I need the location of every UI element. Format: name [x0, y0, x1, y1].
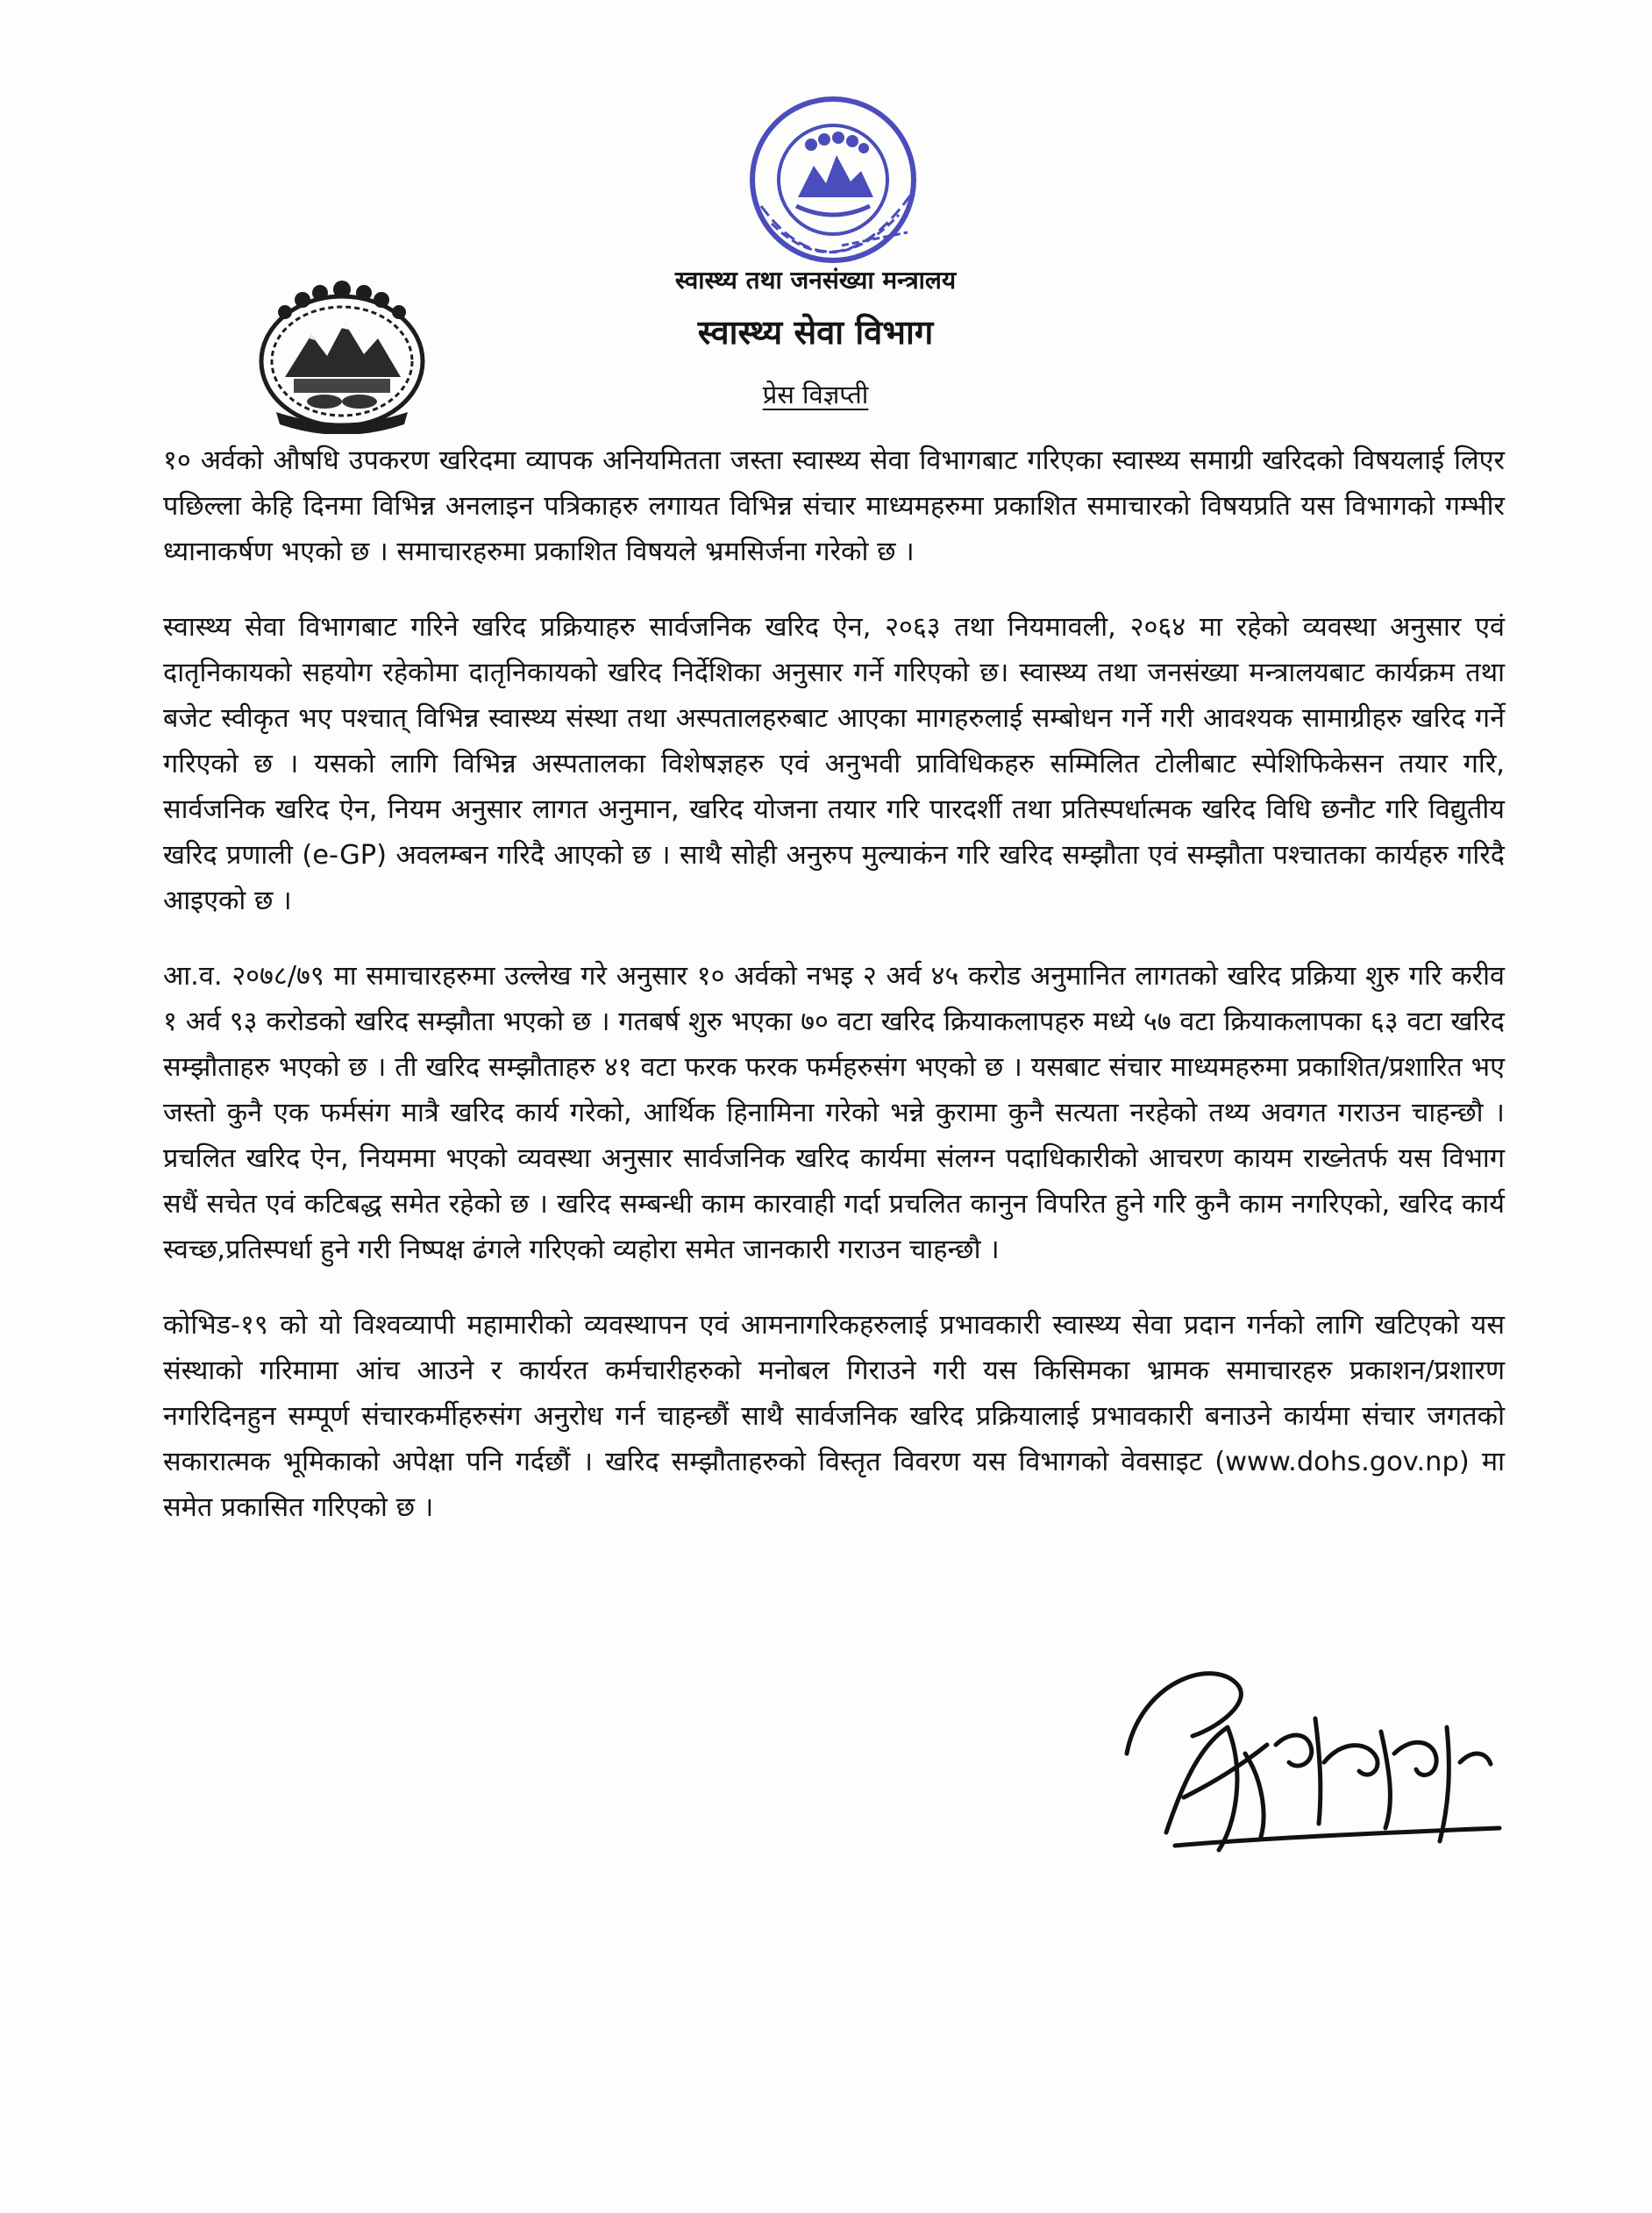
page-title: प्रेस विज्ञप्ती [762, 380, 869, 409]
paragraph: स्वास्थ्य सेवा विभागबाट गरिने खरिद प्रक्रियाहरु सार्वजनिक खरिद ऐन, २०६३ तथा नियमावली, २०६४ मा रहेको व्यवस्था अनुसार एवं दातृनिकायको सहयोग रहेकोमा दातृनिकायको खरिद निर्देशिका अनुसार गर्ने गरिएको छ। स्वास्थ्य तथा जनसंख्या मन्त्रालयबाट कार्यक्रम तथा बजेट स्वीकृत भए पश्चात् विभिन्न स्वास्थ्य संस्था तथा अस्पतालहरुबाट आएका मागहरुलाई सम्बोधन गर्ने गरी आवश्यक सामाग्रीहरु खरिद गर्ने गरिएको छ । यसको लागि विभिन्न अस्पतालका विशेषज्ञहरु एवं अनुभवी प्राविधिकहरु सम्मिलित टोलीबाट स्पेशिफिकेसन तयार गरि, सार्वजनिक खरिद ऐन, नियम अनुसार लागत अनुमान, खरिद योजना तयार गरि पारदर्शी तथा प्रतिस्पर्धात्मक खरिद विधि छनौट गरि विद्युतीय खरिद प्रणाली (e-GP) अवलम्बन गरिदै आएको छ । साथै सोही अनुरुप मुल्याकंन गरि खरिद सम्झौता एवं सम्झौता पश्चातका कार्यहरु गरिदै आइएको छ । [163, 612, 1505, 916]
nepal-government-emblem-icon [250, 281, 434, 434]
department-name: स्वास्थ्य सेवा विभाग [697, 313, 934, 352]
ministry-name: स्वास्थ्य तथा जनसंख्या मन्त्रालय [674, 266, 957, 295]
handwritten-signature-icon [1114, 1648, 1535, 1876]
paragraph: आ.व. २०७८/७९ मा समाचारहरुमा उल्लेख गरे अनुसार १० अर्वको नभइ २ अर्व ४५ करोड अनुमानित लागतको खरिद प्रक्रिया शुरु गरि करीव १ अर्व ९३ करोडको खरिद सम्झौता भएको छ । गतबर्ष शुरु भएका ७० वटा खरिद क्रियाकलापहरु मध्ये ५७ वटा क्रियाकलापका ६३ वटा खरिद सम्झौताहरु भएको छ । ती खरिद सम्झौताहरु ४१ वटा फरक फरक फर्महरुसंग भएको छ । यसबाट संचार माध्यमहरुमा प्रकाशित/प्रशारित भए जस्तो कुनै एक फर्मसंग मात्रै खरिद कार्य गरेको, आर्थिक हिनामिना गरेको भन्ने कुरामा कुनै सत्यता नरहेको तथ्य अवगत गराउन चाहन्छौ । प्रचलित खरिद ऐन, नियममा भएको व्यवस्था अनुसार सार्वजनिक खरिद कार्यमा संलग्न पदाधिकारीको आचरण कायम राख्नेतर्फ यस विभाग सधैं सचेत एवं कटिबद्ध समेत रहेको छ । खरिद सम्बन्धी काम कारवाही गर्दा प्रचलित कानुन विपरित हुने गरि कुनै काम नगरिएको, खरिद कार्य स्वच्छ,प्रतिस्पर्धा हुने गरी निष्पक्ष ढंगले गरिएको व्यहोरा समेत जानकारी गराउन चाहन्छौ । [163, 961, 1505, 1265]
paragraph: १० अर्वको औषधि उपकरण खरिदमा व्यापक अनियमितता जस्ता स्वास्थ्य सेवा विभागबाट गरिएका स्वास्थ्य समाग्री खरिदको विषयलाई लिएर पछिल्ला केहि दिनमा विभिन्न अनलाइन पत्रिकाहरु लगायत विभिन्न संचार माध्यमहरुमा प्रकाशित समाचारको विषयप्रति यस विभागको गम्भीर ध्यानाकर्षण भएको छ । समाचारहरुमा प्रकाशित विषयले भ्रमसिर्जना गरेको छ । [163, 445, 1505, 567]
paragraph: कोभिड-१९ को यो विश्वव्यापी महामारीको व्यवस्थापन एवं आमनागरिकहरुलाई प्रभावकारी स्वास्थ्य सेवा प्रदान गर्नको लागि खटिएको यस संस्थाको गरिमामा आंच आउने र कार्यरत कर्मचारीहरुको मनोबल गिराउने गरी यस किसिमका भ्रामक समाचारहरु प्रकाशन/प्रशारण नगरिदिनहुन सम्पूर्ण संचारकर्मीहरुसंग अनुरोध गर्न चाहन्छौं साथै सार्वजनिक खरिद प्रक्रियालाई प्रभावकारी बनाउने कार्यमा संचार जगतको सकारात्मक भूमिकाको अपेक्षा पनि गर्दछौं । खरिद सम्झौताहरुको विस्तृत विवरण यस विभागको वेवसाइट (www.dohs.gov.np) मा समेत प्रकासित गरिएको छ । [163, 1310, 1505, 1523]
press-release-body [163, 438, 1505, 1561]
